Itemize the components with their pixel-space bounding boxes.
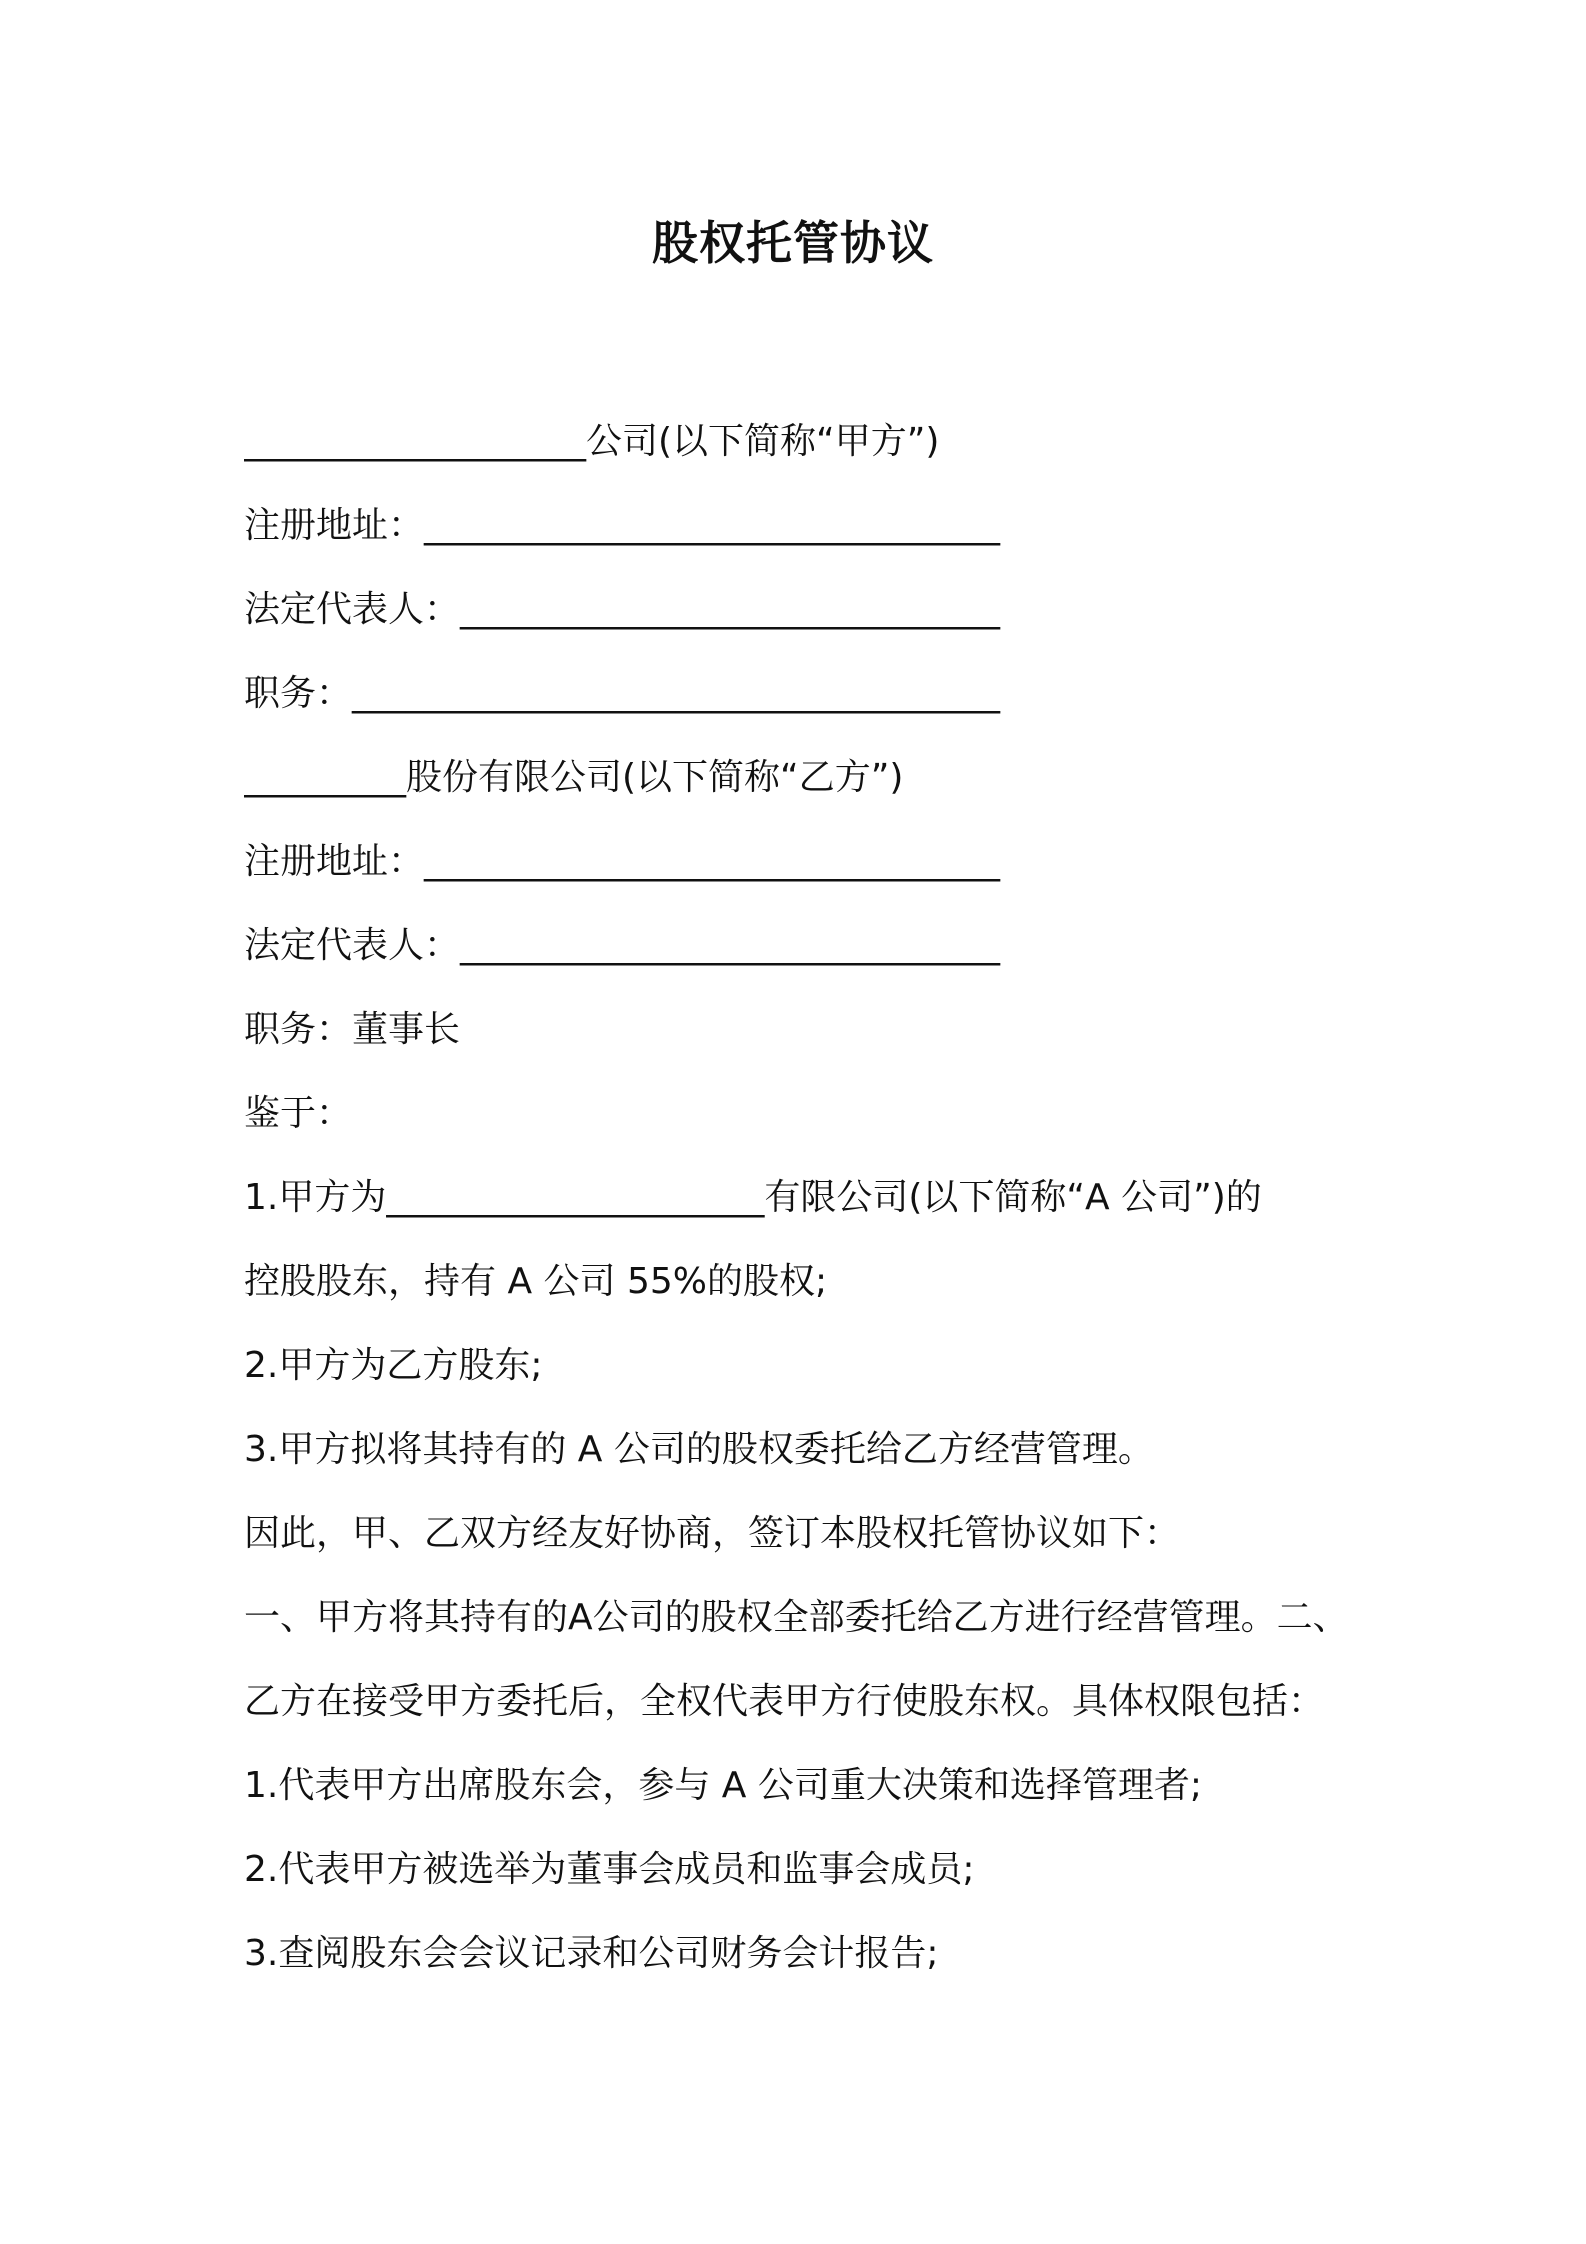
party-a-company-line: ___________________公司(以下简称“甲方”) — [244, 421, 940, 462]
document-title: 股权托管协议 — [652, 216, 934, 270]
clause-1: 一、甲方将其持有的A公司的股权全部委托给乙方进行经营管理。二、 — [244, 1597, 1349, 1638]
party-a-registered-address-line: 注册地址：________________________________ — [244, 505, 1001, 546]
recital-3: 3.甲方拟将其持有的 A 公司的股权委托给乙方经营管理。 — [244, 1429, 1154, 1470]
party-b-legal-representative-line: 法定代表人：______________________________ — [244, 925, 1001, 966]
party-a-position-line: 职务：____________________________________ — [244, 673, 1001, 714]
recital-2: 2.甲方为乙方股东; — [244, 1345, 543, 1386]
authority-item-3: 3.查阅股东会会议记录和公司财务会计报告; — [244, 1933, 939, 1974]
party-b-registered-address-line: 注册地址：________________________________ — [244, 841, 1001, 882]
clause-2: 乙方在接受甲方委托后，全权代表甲方行使股东权。具体权限包括： — [244, 1681, 1325, 1722]
authority-item-2: 2.代表甲方被选举为董事会成员和监事会成员; — [244, 1849, 975, 1890]
recital-1-line-1: 1.甲方为_____________________有限公司(以下简称“A 公司”)的 — [244, 1177, 1262, 1218]
recital-1-line-2: 控股股东，持有 A 公司 55%的股权; — [244, 1261, 828, 1302]
party-a-legal-representative-line: 法定代表人：______________________________ — [244, 589, 1001, 630]
party-b-company-line: _________股份有限公司(以下简称“乙方”) — [244, 757, 904, 798]
document-body — [244, 400, 1364, 1996]
authority-item-1: 1.代表甲方出席股东会，参与 A 公司重大决策和选择管理者; — [244, 1765, 1202, 1806]
agreement-intro: 因此，甲、乙双方经友好协商，签订本股权托管协议如下： — [244, 1513, 1181, 1554]
whereas-heading: 鉴于： — [244, 1093, 353, 1134]
party-b-position-line: 职务：董事长 — [244, 1009, 461, 1050]
